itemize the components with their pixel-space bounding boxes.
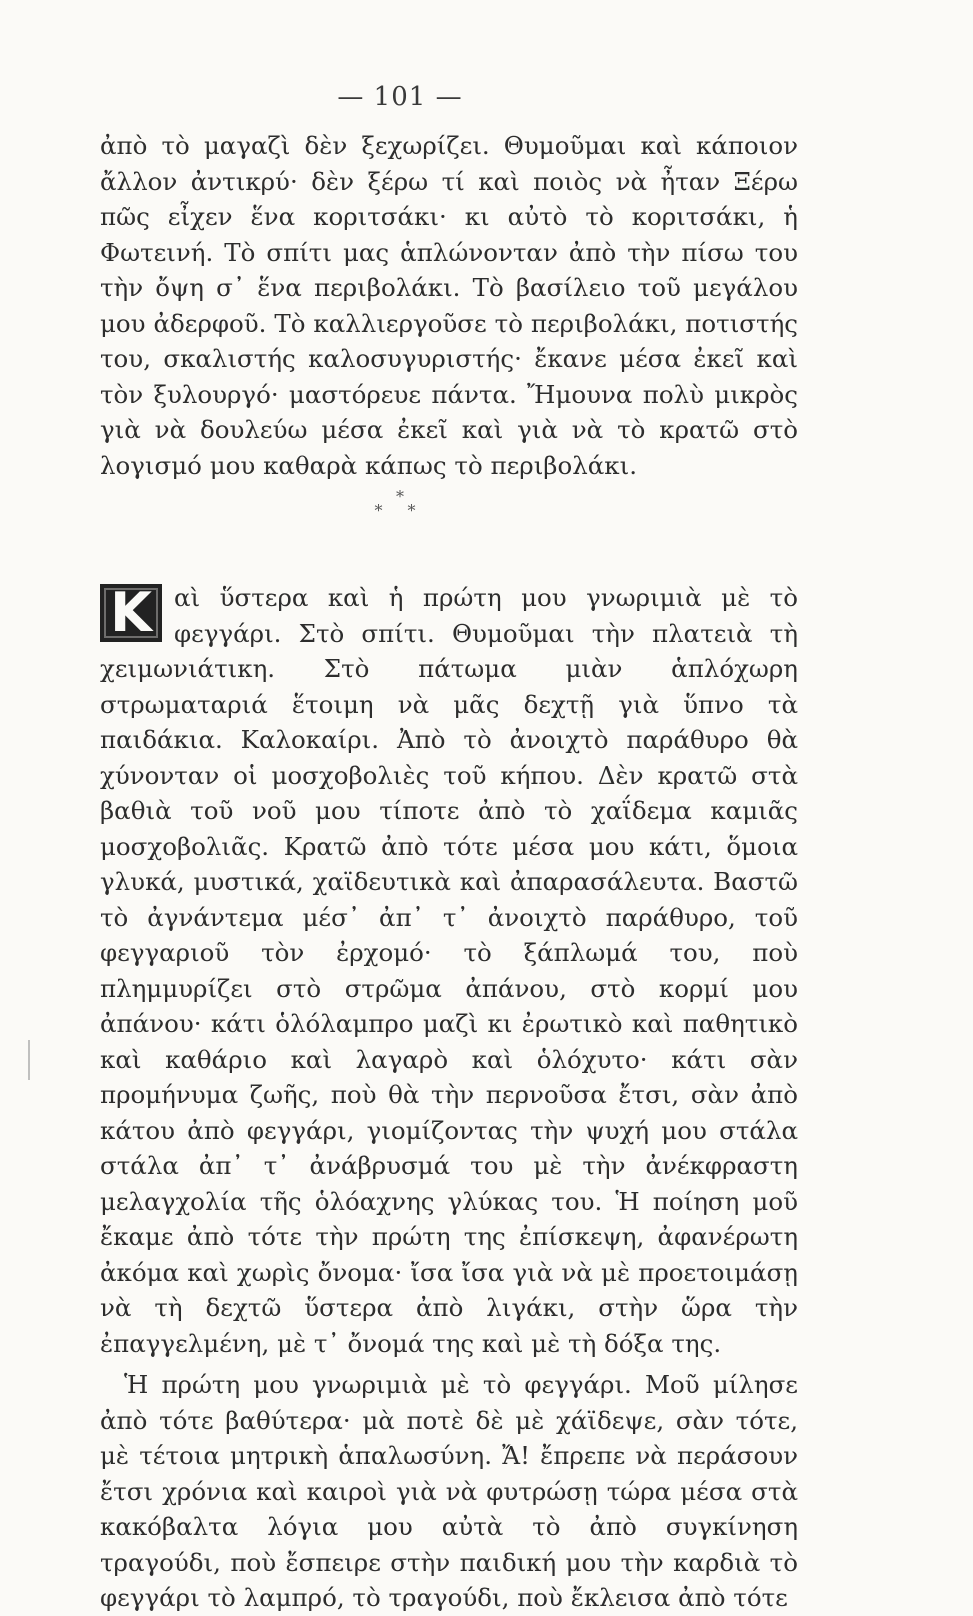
drop-cap-letter: Κ: [100, 584, 162, 642]
paragraph-opening: [100, 580, 798, 1361]
asterism-bottom: * *: [374, 501, 426, 520]
page-number: — 101 —: [337, 82, 463, 112]
margin-mark: [28, 1040, 30, 1080]
section-break-asterism: [360, 487, 440, 540]
first-section: [100, 128, 798, 483]
paragraph-opening-text: αὶ ὕστερα καὶ ἡ πρώτη μου γνωριμιὰ μὲ τὸ φεγγάρι. Στὸ σπίτι. Θυμοῦμαι τὴν πλατειὰ τὴ χειμωνιάτικη. Στὸ πάτωμα μιὰν ἁπλόχωρη στρωματαριά ἕτοιμη νὰ μᾶς δεχτῇ γιὰ ὕπνο τὰ παιδάκια. Καλοκαίρι. Ἀπὸ τὸ ἀνοιχτὸ παράθυρο θὰ χύνονταν οἱ μοσχοβολιὲς τοῦ κήπου. Δὲν κρατῶ στὰ βαθιὰ τοῦ νοῦ μου τίποτε ἀπὸ τὸ χαΐδεμα καμιᾶς μοσχοβολιᾶς. Κρατῶ ἀπὸ τότε μέσα μου κάτι, ὅμοια γλυκά, μυστικά, χαϊδευτικὰ καὶ ἀπαρασάλευτα. Βαστῶ τὸ ἀγνάντεμα μέσ᾿ ἀπ᾿ τ᾿ ἀνοιχτὸ παράθυρο, τοῦ φεγγαριοῦ τὸν ἐρχομό· τὸ ξάπλωμά του, ποὺ πλημμυρίζει στὸ στρῶμα ἀπάνου, στὸ κορμί μου ἀπάνου· κάτι ὁλόλαμπρο μαζὶ κι ἐρωτικὸ καὶ παθητικὸ καὶ καθάριο καὶ λαγαρὸ καὶ ὁλόχυτο· κάτι σὰν προμήνυμα ζωῆς, ποὺ θὰ τὴν περνοῦσα ἔτσι, σὰν ἀπὸ κάτου ἀπὸ φεγγάρι, γιομίζοντας τὴν ψυχή μου στάλα στάλα ἀπ᾿ τ᾿ ἀνάβρυσμά του μὲ τὴν ἀνέκφραστη μελαγχολία τῆς ὁλόαχνης γλύκας του. Ἡ ποίηση μοῦ ἔκαμε ἀπὸ τότε τὴν πρώτη της ἐπίσκεψη, ἀφανέρωτη ἀκόμα καὶ χωρὶς ὄνομα· ἴσα ἴσα γιὰ νὰ μὲ προετοιμάσῃ νὰ τὴ δεχτῶ ὕστερα ἀπὸ λιγάκι, στὴν ὥρα τὴν ἐπαγγελμένη, μὲ τ᾿ ὄνομά της καὶ μὲ τὴ δόξα της.: [100, 583, 798, 1358]
second-section: [100, 580, 798, 1616]
paragraph-second: Ἡ πρώτη μου γνωριμιὰ μὲ τὸ φεγγάρι. Μοῦ μίλησε ἀπὸ τότε βαθύτερα· μὰ ποτὲ δὲ μὲ χάϊδεψε, σὰν τότε, μὲ τέτοια μητρικὴ ἁπαλωσύνη. Ἄ! ἔπρεπε νὰ περάσουν ἔτσι χρόνια καὶ καιροὶ γιὰ νὰ φυτρώσῃ τώρα μέσα στὰ κακόβαλτα λόγια μου αὐτὰ τὸ ἀπὸ συγκίνηση τραγούδι, ποὺ ἔσπειρε στὴν παιδική μου τὴν καρδιὰ τὸ φεγγάρι τὸ λαμπρό, τὸ τραγούδι, ποὺ ἔκλεισα ἀπὸ τότε: [100, 1370, 798, 1612]
asterism-top: *: [396, 487, 404, 506]
paragraph-continued: ἀπὸ τὸ μαγαζὶ δὲν ξεχωρίζει. Θυμοῦμαι καὶ κάποιον ἄλλον ἀντικρύ· δὲν ξέρω τί καὶ ποιὸς νὰ ἦταν Ξέρω πῶς εἶχεν ἕνα κοριτσάκι· κι αὐτὸ τὸ κοριτσάκι, ἡ Φωτεινή. Τὸ σπίτι μας ἁπλώνονταν ἀπὸ τὴν πίσω του τὴν ὄψη σ᾿ ἕνα περιβολάκι. Τὸ βασίλειο τοῦ μεγάλου μου ἀδερφοῦ. Τὸ καλλιεργοῦσε τὸ περιβολάκι, ποτιστής του, σκαλιστής καλοσυγυριστής· ἔκανε μέσα ἐκεῖ καὶ τὸν ξυλουργό· μαστόρευε πάντα. Ἤμουνα πολὺ μικρὸς γιὰ νὰ δουλεύω μέσα ἐκεῖ καὶ γιὰ νὰ τὸ κρατῶ στὸ λογισμό μου καθαρὰ κάπως τὸ περιβολάκι.: [100, 131, 798, 480]
